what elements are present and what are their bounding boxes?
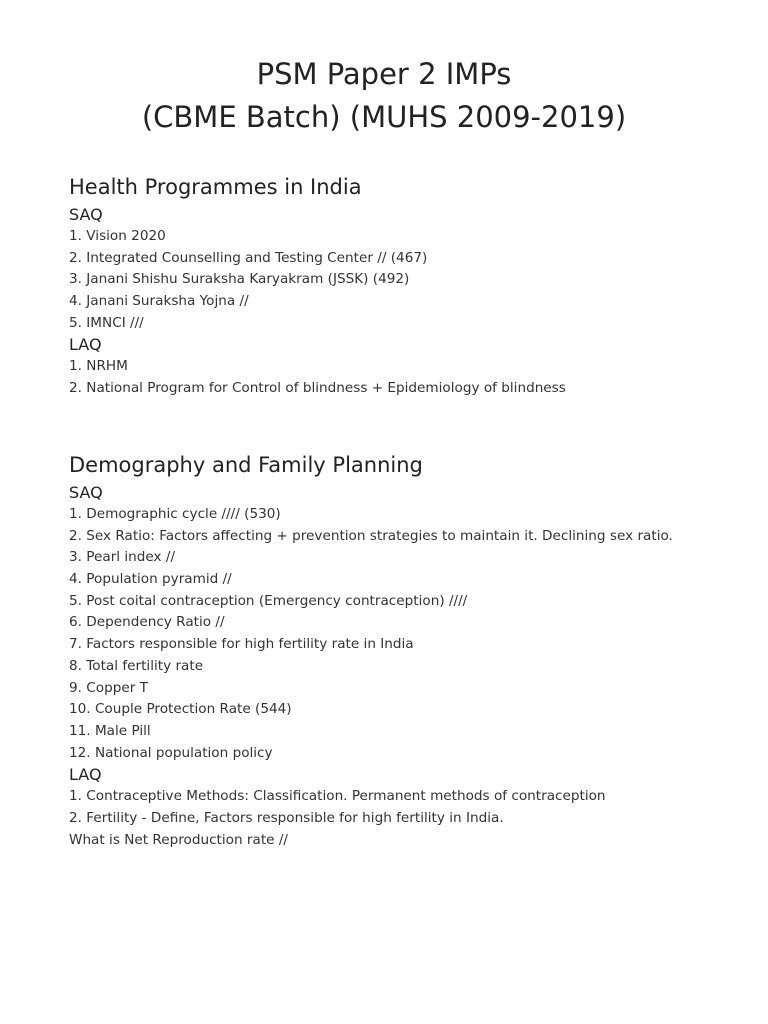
list-item: 2. Sex Ratio: Factors affecting + prevention strategies to maintain it. Declining sex ratio. <box>69 527 673 544</box>
section-heading: Demography and Family Planning <box>69 453 423 477</box>
list-item: 10. Couple Protection Rate (544) <box>69 701 292 718</box>
saq-list <box>69 226 749 334</box>
list-item: 1. Vision 2020 <box>69 228 166 244</box>
list-item: 4. Population pyramid // <box>69 571 232 588</box>
laq-list <box>69 356 749 399</box>
list-item: 2. Integrated Counselling and Testing Center // (467) <box>69 249 428 266</box>
laq-label: LAQ <box>69 335 102 355</box>
section-demography-family-planning <box>69 455 749 851</box>
section-health-programmes <box>69 177 749 400</box>
list-item: 12. National population policy <box>69 744 273 761</box>
list-item: 9. Copper T <box>69 679 148 696</box>
document-title-line-2: (CBME Batch) (MUHS 2009-2019) <box>141 100 627 134</box>
laq-list <box>69 786 749 851</box>
saq-list <box>69 504 749 764</box>
list-item: 7. Factors responsible for high fertility rate in India <box>69 636 414 653</box>
list-item: 6. Dependency Ratio // <box>69 614 225 631</box>
document-title-line-1: PSM Paper 2 IMPs <box>256 57 512 91</box>
list-item: 3. Janani Shishu Suraksha Karyakram (JSSK) (492) <box>69 271 410 288</box>
list-item: 11. Male Pill <box>69 722 151 739</box>
list-item: 5. IMNCI /// <box>69 314 144 331</box>
list-item: 2. Fertility - Define, Factors responsible for high fertility in India. <box>69 809 504 826</box>
list-item: 8. Total fertility rate <box>69 657 204 674</box>
list-item: 1. Contraceptive Methods: Classification. Permanent methods of contraception <box>69 788 606 805</box>
saq-label: SAQ <box>69 483 103 502</box>
list-item: 5. Post coital contraception (Emergency contraception) //// <box>69 592 468 609</box>
list-item: 1. NRHM <box>69 358 128 375</box>
section-heading: Health Programmes in India <box>69 175 362 199</box>
laq-label: LAQ <box>69 765 102 785</box>
list-item: 2. National Program for Control of blindness + Epidemiology of blindness <box>69 380 566 397</box>
saq-label: SAQ <box>69 205 103 224</box>
list-item: 3. Pearl index // <box>69 549 176 566</box>
list-item: 1. Demographic cycle //// (530) <box>69 506 281 522</box>
list-item: 4. Janani Suraksha Yojna // <box>69 293 249 310</box>
list-item: What is Net Reproduction rate // <box>69 831 289 848</box>
